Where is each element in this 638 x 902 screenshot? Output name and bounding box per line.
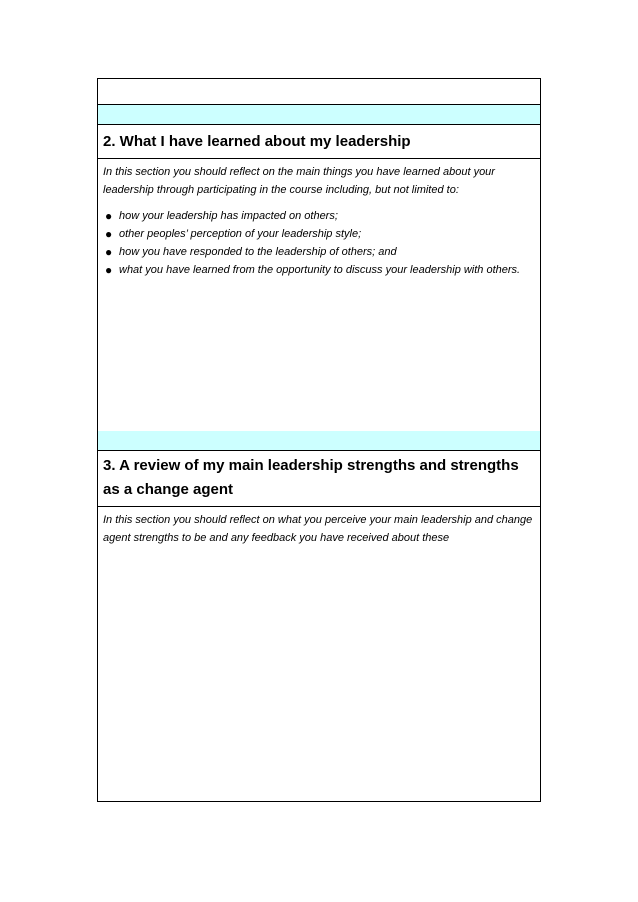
section-2-title: 2. What I have learned about my leadership	[103, 133, 411, 150]
form-table	[97, 78, 541, 802]
section-3-heading	[98, 452, 540, 507]
section-divider-band	[98, 105, 540, 125]
bullet-dot-icon: ●	[105, 209, 113, 223]
bullet-dot-icon: ●	[105, 245, 113, 259]
section-3-body[interactable]	[98, 507, 540, 801]
blank-top-row	[98, 79, 540, 105]
section-2-body[interactable]	[98, 159, 540, 431]
bullet-dot-icon: ●	[105, 227, 113, 241]
section-3-intro: In this section you should reflect on what you perceive your main leadership and change agent strengths to be and any feedback you have received about these	[103, 514, 533, 544]
bullet-item: ● other peoples’ perception of your leadership style;	[105, 227, 362, 241]
section-2-heading	[98, 126, 540, 159]
bullet-item: ● how your leadership has impacted on others;	[105, 209, 338, 223]
section-2-intro: In this section you should reflect on the main things you have learned about your leadership through participating in the course including, but not limited to:	[103, 166, 495, 196]
section-divider-band	[98, 431, 540, 451]
bullet-dot-icon: ●	[105, 263, 113, 277]
section-3-title: 3. A review of my main leadership strengths and strengths as a change agent	[103, 457, 519, 498]
bullet-item: ● what you have learned from the opportunity to discuss your leadership with others.	[105, 263, 521, 277]
bullet-item: ● how you have responded to the leadership of others; and	[105, 245, 397, 259]
section-2-bullet-list	[103, 207, 535, 279]
